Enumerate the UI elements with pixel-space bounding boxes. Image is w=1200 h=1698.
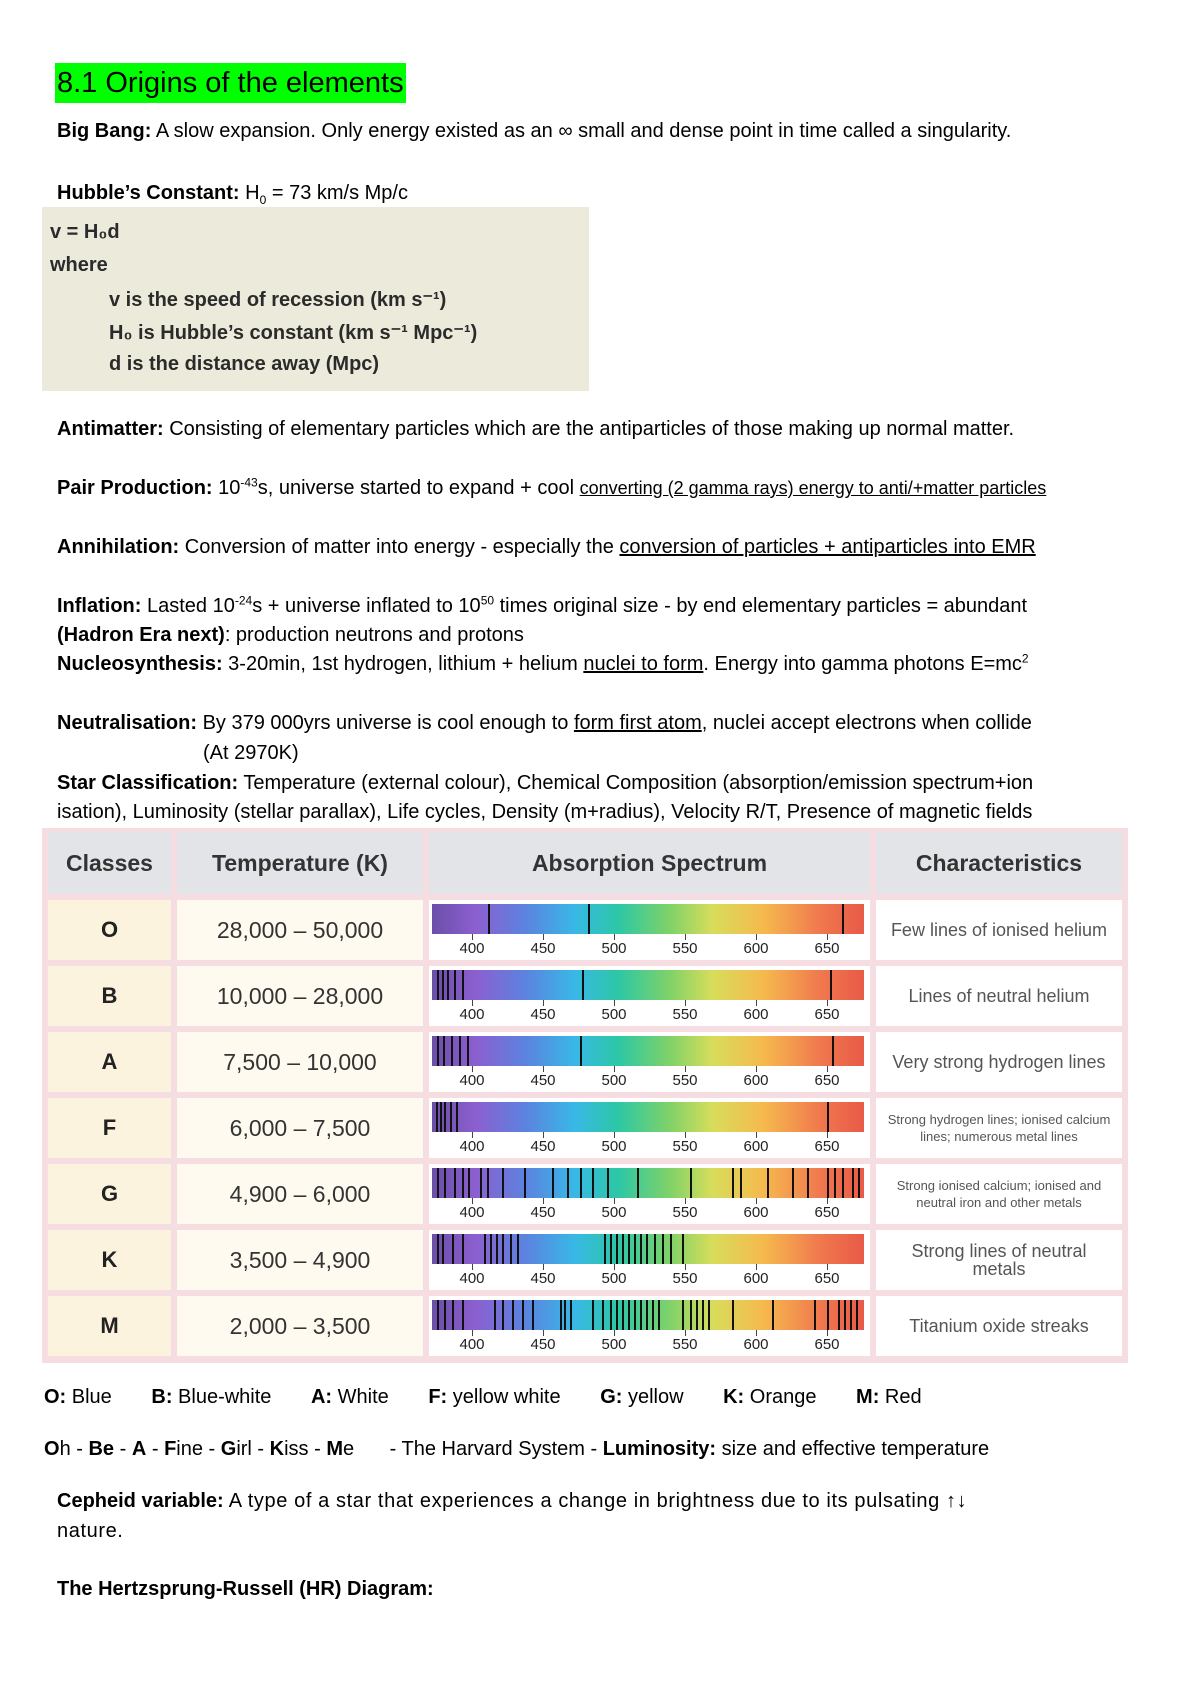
absorption-line xyxy=(842,904,844,934)
temperature-cell: 28,000 – 50,000 xyxy=(177,900,423,960)
absorption-line xyxy=(444,1168,446,1198)
absorption-line xyxy=(610,1234,612,1264)
spectrum-cell xyxy=(429,1032,870,1092)
nucleo-post: . Energy into gamma photons E=mc xyxy=(703,653,1022,675)
temperature-cell: 7,500 – 10,000 xyxy=(177,1032,423,1092)
absorption-line xyxy=(454,1168,456,1198)
colour-item: F: yellow white xyxy=(428,1386,561,1408)
spectrum-cell xyxy=(429,900,870,960)
luminosity-term: Luminosity: xyxy=(602,1438,717,1460)
nucleo-pre: 3-20min, 1st hydrogen, lithium + helium xyxy=(222,653,584,675)
wavelength-label: 550 xyxy=(672,1336,698,1353)
temperature-cell: 10,000 – 28,000 xyxy=(177,966,423,1026)
neutral-term: Neutralisation: xyxy=(57,712,198,734)
mnemonic-word: Be - xyxy=(88,1438,132,1460)
absorption-line xyxy=(560,1300,562,1330)
wavelength-label: 550 xyxy=(672,1204,698,1221)
absorption-line xyxy=(517,1234,519,1264)
hubble-term: Hubble’s Constant: xyxy=(57,182,240,204)
spectrum-bar xyxy=(432,1102,864,1132)
absorption-line xyxy=(652,1300,654,1330)
absorption-line xyxy=(494,1300,496,1330)
absorption-line xyxy=(646,1300,648,1330)
neutralisation-paragraph xyxy=(57,710,1032,736)
absorption-line xyxy=(640,1234,642,1264)
absorption-line xyxy=(670,1234,672,1264)
absorption-line xyxy=(654,1234,656,1264)
absorption-line xyxy=(592,1168,594,1198)
cepheid-text1: A type of a star that experiences a change in brightness due to its pulsating ↑↓ xyxy=(223,1490,968,1512)
class-cell: G xyxy=(48,1164,171,1224)
hubble-def-d: d is the distance away (Mpc) xyxy=(109,353,380,375)
absorption-line xyxy=(792,1168,794,1198)
absorption-line xyxy=(814,1300,816,1330)
big-bang-text: A slow expansion. Only energy existed as an ∞ small and dense point in time called a singularity. xyxy=(151,120,1012,142)
absorption-line xyxy=(616,1234,618,1264)
absorption-line xyxy=(532,1300,534,1330)
absorption-line xyxy=(634,1234,636,1264)
wavelength-label: 550 xyxy=(672,1072,698,1089)
absorption-line xyxy=(456,1102,458,1132)
wavelength-label: 600 xyxy=(743,1006,769,1023)
absorption-line xyxy=(628,1300,630,1330)
absorption-line xyxy=(567,1168,569,1198)
characteristics-cell: Titanium oxide streaks xyxy=(876,1296,1122,1356)
wavelength-label: 450 xyxy=(530,1006,556,1023)
absorption-line xyxy=(622,1234,624,1264)
hubble-sub: 0 xyxy=(259,193,267,207)
spectrum-cell xyxy=(429,1098,870,1158)
absorption-line xyxy=(442,970,444,1000)
absorption-line xyxy=(490,1234,492,1264)
absorption-line xyxy=(462,1168,464,1198)
wavelength-label: 450 xyxy=(530,1072,556,1089)
wavelength-label: 600 xyxy=(743,1138,769,1155)
neutralisation-line2: (At 2970K) xyxy=(203,742,299,764)
absorption-line xyxy=(696,1300,698,1330)
wavelength-label: 450 xyxy=(530,1204,556,1221)
wavelength-label: 650 xyxy=(814,1270,840,1287)
wavelength-label: 600 xyxy=(743,1336,769,1353)
absorption-line xyxy=(570,1300,572,1330)
absorption-line xyxy=(451,1036,453,1066)
mnemonic-word: Kiss - xyxy=(269,1438,327,1460)
absorption-line xyxy=(732,1300,734,1330)
absorption-line xyxy=(690,1300,692,1330)
mnemonic-word: Girl - xyxy=(220,1438,270,1460)
antimatter-paragraph xyxy=(57,416,1014,442)
absorption-line xyxy=(844,1300,846,1330)
header-spectrum: Absorption Spectrum xyxy=(429,832,870,894)
absorption-line xyxy=(437,1300,439,1330)
temperature-cell: 3,500 – 4,900 xyxy=(177,1230,423,1290)
spectrum-bar xyxy=(432,1300,864,1330)
colour-item: M: Red xyxy=(856,1386,922,1408)
spectrum-cell xyxy=(429,1164,870,1224)
absorption-line xyxy=(637,1168,639,1198)
spectrum-cell xyxy=(429,1230,870,1290)
absorption-line xyxy=(640,1300,642,1330)
colour-item: B: Blue-white xyxy=(151,1386,272,1408)
nucleo-term: Nucleosynthesis: xyxy=(57,653,223,675)
mnemonic-word: Fine - xyxy=(164,1438,221,1460)
cepheid-paragraph xyxy=(57,1488,967,1514)
wavelength-label: 400 xyxy=(459,1138,485,1155)
absorption-line xyxy=(580,1168,582,1198)
absorption-line xyxy=(442,1234,444,1264)
absorption-line xyxy=(467,1036,469,1066)
absorption-line xyxy=(522,1300,524,1330)
wavelength-label: 650 xyxy=(814,940,840,957)
pair-production-paragraph xyxy=(57,475,1046,501)
wavelength-label: 500 xyxy=(601,1204,627,1221)
wavelength-label: 600 xyxy=(743,1204,769,1221)
inflation-sup1: -24 xyxy=(234,593,253,608)
absorption-line xyxy=(484,1234,486,1264)
absorption-line xyxy=(702,1300,704,1330)
absorption-line xyxy=(592,1300,594,1330)
absorption-line xyxy=(580,1036,582,1066)
absorption-line xyxy=(510,1234,512,1264)
neutral-pre: By 379 000yrs universe is cool enough to xyxy=(197,712,574,734)
inflation-sup2: 50 xyxy=(480,593,495,608)
star-classification-line2: isation), Luminosity (stellar parallax), Life cycles, Density (m+radius), Velocity R/T, Presence of magnetic fields xyxy=(57,801,1033,823)
absorption-line xyxy=(830,970,832,1000)
star-class-term: Star Classification: xyxy=(57,772,239,794)
wavelength-label: 650 xyxy=(814,1138,840,1155)
colour-item: G: yellow xyxy=(600,1386,684,1408)
class-cell: B xyxy=(48,966,171,1026)
pair-underlined: converting (2 gamma rays) energy to anti/+matter particles xyxy=(579,478,1047,498)
header-classes: Classes xyxy=(48,832,171,894)
wavelength-label: 400 xyxy=(459,1072,485,1089)
absorption-line xyxy=(468,1168,470,1198)
absorption-line xyxy=(552,1168,554,1198)
wavelength-label: 450 xyxy=(530,1138,556,1155)
wavelength-label: 600 xyxy=(743,940,769,957)
star-classification-table xyxy=(42,828,1128,1363)
wavelength-label: 650 xyxy=(814,1204,840,1221)
inflation-term: Inflation: xyxy=(57,595,142,617)
absorption-line xyxy=(496,1234,498,1264)
absorption-line xyxy=(524,1168,526,1198)
nucleo-underlined: nuclei to form xyxy=(583,653,704,675)
spectrum-bar xyxy=(432,1036,864,1066)
absorption-line xyxy=(512,1300,514,1330)
class-cell: K xyxy=(48,1230,171,1290)
absorption-line xyxy=(444,1300,446,1330)
absorption-line xyxy=(588,904,590,934)
wavelength-label: 650 xyxy=(814,1072,840,1089)
wavelength-label: 650 xyxy=(814,1006,840,1023)
characteristics-cell: Lines of neutral helium xyxy=(876,966,1122,1026)
absorption-line xyxy=(480,1168,482,1198)
absorption-line xyxy=(708,1300,710,1330)
absorption-line xyxy=(459,1036,461,1066)
wavelength-label: 550 xyxy=(672,1270,698,1287)
absorption-line xyxy=(682,1234,684,1264)
absorption-line xyxy=(740,1168,742,1198)
wavelength-label: 500 xyxy=(601,1138,627,1155)
hubble-def-v: v is the speed of recession (km s⁻¹) xyxy=(109,289,447,311)
mnemonic-word: Oh - xyxy=(44,1438,89,1460)
mnemonic-word: Me xyxy=(326,1438,355,1460)
absorption-line xyxy=(454,970,456,1000)
absorption-line xyxy=(602,1300,604,1330)
class-cell: M xyxy=(48,1296,171,1356)
wavelength-label: 500 xyxy=(601,1072,627,1089)
annihilation-term: Annihilation: xyxy=(57,536,180,558)
wavelength-label: 400 xyxy=(459,1006,485,1023)
wavelength-label: 400 xyxy=(459,1336,485,1353)
luminosity-text: size and effective temperature xyxy=(716,1438,990,1460)
characteristics-cell: Strong ionised calcium; ionised and neutral iron and other metals xyxy=(876,1164,1122,1224)
wavelength-label: 550 xyxy=(672,1006,698,1023)
absorption-line xyxy=(852,1168,854,1198)
hadron-paragraph xyxy=(57,622,524,648)
absorption-line xyxy=(450,1102,452,1132)
neutral-underlined: form first atom xyxy=(573,712,702,734)
wavelength-label: 450 xyxy=(530,1270,556,1287)
mnemonic-line xyxy=(44,1436,989,1462)
pair-mid: s, universe started to expand + cool xyxy=(257,477,580,499)
absorption-line xyxy=(856,1300,858,1330)
characteristics-cell: Very strong hydrogen lines xyxy=(876,1032,1122,1092)
hr-diagram-heading: The Hertzsprung-Russell (HR) Diagram: xyxy=(57,1578,434,1600)
absorption-line xyxy=(462,1300,464,1330)
antimatter-term: Antimatter: xyxy=(57,418,164,440)
characteristics-cell: Strong hydrogen lines; ionised calcium lines; numerous metal lines xyxy=(876,1098,1122,1158)
inflation-paragraph xyxy=(57,593,1027,619)
wavelength-label: 400 xyxy=(459,940,485,957)
wavelength-label: 500 xyxy=(601,1336,627,1353)
star-class-text1: Temperature (external colour), Chemical Composition (absorption/emission spectrum+ion xyxy=(238,772,1034,794)
hubble-equation: v = H₀d xyxy=(50,221,120,243)
hubble-post: = 73 km/s Mp/c xyxy=(266,182,408,204)
absorption-line xyxy=(767,1168,769,1198)
absorption-line xyxy=(658,1300,660,1330)
neutral-post: , nuclei accept electrons when collide xyxy=(701,712,1032,734)
annihilation-paragraph xyxy=(57,534,1036,560)
wavelength-label: 550 xyxy=(672,940,698,957)
hubble-where: where xyxy=(50,254,108,276)
absorption-line xyxy=(834,1168,836,1198)
wavelength-label: 500 xyxy=(601,940,627,957)
hadron-term: (Hadron Era next) xyxy=(57,624,225,646)
characteristics-cell: Few lines of ionised helium xyxy=(876,900,1122,960)
pair-sup: -43 xyxy=(240,475,258,490)
absorption-line xyxy=(564,1300,566,1330)
absorption-line xyxy=(502,1234,504,1264)
absorption-line xyxy=(662,1234,664,1264)
absorption-line xyxy=(436,1102,438,1132)
spectrum-cell xyxy=(429,966,870,1026)
hubble-pre: H xyxy=(239,182,260,204)
wavelength-label: 400 xyxy=(459,1204,485,1221)
temperature-cell: 6,000 – 7,500 xyxy=(177,1098,423,1158)
nucleo-sup: 2 xyxy=(1021,651,1029,666)
absorption-line xyxy=(850,1300,852,1330)
absorption-line xyxy=(502,1168,504,1198)
absorption-line xyxy=(827,1300,829,1330)
annihilation-pre: Conversion of matter into energy - especially the xyxy=(179,536,620,558)
absorption-line xyxy=(827,1102,829,1132)
temperature-cell: 4,900 – 6,000 xyxy=(177,1164,423,1224)
absorption-line xyxy=(437,1168,439,1198)
wavelength-label: 400 xyxy=(459,1270,485,1287)
absorption-line xyxy=(462,1234,464,1264)
absorption-line xyxy=(858,1168,860,1198)
absorption-line xyxy=(682,1300,684,1330)
absorption-line xyxy=(452,1234,454,1264)
absorption-line xyxy=(610,1300,612,1330)
absorption-line xyxy=(732,1168,734,1198)
absorption-line xyxy=(616,1300,618,1330)
harvard-system: - The Harvard System - xyxy=(389,1438,603,1460)
spectrum-bar xyxy=(432,970,864,1000)
nucleosynthesis-paragraph xyxy=(57,651,1029,677)
absorption-line xyxy=(462,970,464,1000)
absorption-line xyxy=(838,1300,840,1330)
colour-item: A: White xyxy=(310,1386,389,1408)
pair-term: Pair Production: xyxy=(57,477,213,499)
absorption-line xyxy=(437,970,439,1000)
absorption-line xyxy=(646,1234,648,1264)
absorption-line xyxy=(807,1168,809,1198)
cepheid-term: Cepheid variable: xyxy=(57,1490,224,1512)
absorption-line xyxy=(444,1102,446,1132)
spectrum-bar xyxy=(432,1234,864,1264)
header-temperature: Temperature (K) xyxy=(177,832,423,894)
wavelength-label: 600 xyxy=(743,1072,769,1089)
header-characteristics: Characteristics xyxy=(876,832,1122,894)
absorption-line xyxy=(827,1168,829,1198)
absorption-line xyxy=(452,1300,454,1330)
colour-legend xyxy=(44,1384,922,1410)
absorption-line xyxy=(832,1036,834,1066)
absorption-line xyxy=(440,1102,442,1132)
absorption-line xyxy=(487,1168,489,1198)
inflation-post: times original size - by end elementary particles = abundant xyxy=(494,595,1028,617)
characteristics-cell: Strong lines of neutral metals xyxy=(876,1230,1122,1290)
absorption-line xyxy=(443,1036,445,1066)
temperature-cell: 2,000 – 3,500 xyxy=(177,1296,423,1356)
inflation-pre: Lasted 10 xyxy=(141,595,235,617)
absorption-line xyxy=(488,904,490,934)
absorption-line xyxy=(607,1168,609,1198)
wavelength-label: 450 xyxy=(530,1336,556,1353)
spectrum-bar xyxy=(432,1168,864,1198)
wavelength-label: 550 xyxy=(672,1138,698,1155)
absorption-line xyxy=(690,1168,692,1198)
spectrum-cell xyxy=(429,1296,870,1356)
hadron-text: : production neutrons and protons xyxy=(224,624,524,646)
absorption-line xyxy=(447,970,449,1000)
class-cell: A xyxy=(48,1032,171,1092)
class-cell: O xyxy=(48,900,171,960)
absorption-line xyxy=(772,1300,774,1330)
mnemonic-word: A - xyxy=(131,1438,165,1460)
annihilation-underlined: conversion of particles + antiparticles into EMR xyxy=(619,536,1036,558)
absorption-line xyxy=(634,1300,636,1330)
star-classification-paragraph xyxy=(57,770,1033,796)
colour-item: O: Blue xyxy=(44,1386,112,1408)
colour-item: K: Orange xyxy=(723,1386,817,1408)
hubble-paragraph xyxy=(57,180,408,206)
absorption-line xyxy=(437,1234,439,1264)
absorption-line xyxy=(437,1036,439,1066)
hubble-def-h0: H₀ is Hubble’s constant (km s⁻¹ Mpc⁻¹) xyxy=(109,322,478,344)
absorption-line xyxy=(842,1168,844,1198)
absorption-line xyxy=(622,1300,624,1330)
absorption-line xyxy=(502,1300,504,1330)
big-bang-paragraph xyxy=(57,118,1011,144)
wavelength-label: 450 xyxy=(530,940,556,957)
spectrum-bar xyxy=(432,904,864,934)
class-cell: F xyxy=(48,1098,171,1158)
absorption-line xyxy=(582,970,584,1000)
hubble-equation-box xyxy=(42,207,589,391)
page-title: 8.1 Origins of the elements xyxy=(55,63,406,103)
antimatter-text: Consisting of elementary particles which are the antiparticles of those making up normal matter. xyxy=(163,418,1015,440)
pair-pre: 10 xyxy=(212,477,241,499)
wavelength-label: 650 xyxy=(814,1336,840,1353)
absorption-line xyxy=(604,1234,606,1264)
wavelength-label: 500 xyxy=(601,1006,627,1023)
big-bang-term: Big Bang: xyxy=(57,120,152,142)
cepheid-line2: nature. xyxy=(57,1520,124,1542)
inflation-mid: s + universe inflated to 10 xyxy=(252,595,481,617)
absorption-line xyxy=(628,1234,630,1264)
wavelength-label: 500 xyxy=(601,1270,627,1287)
wavelength-label: 600 xyxy=(743,1270,769,1287)
